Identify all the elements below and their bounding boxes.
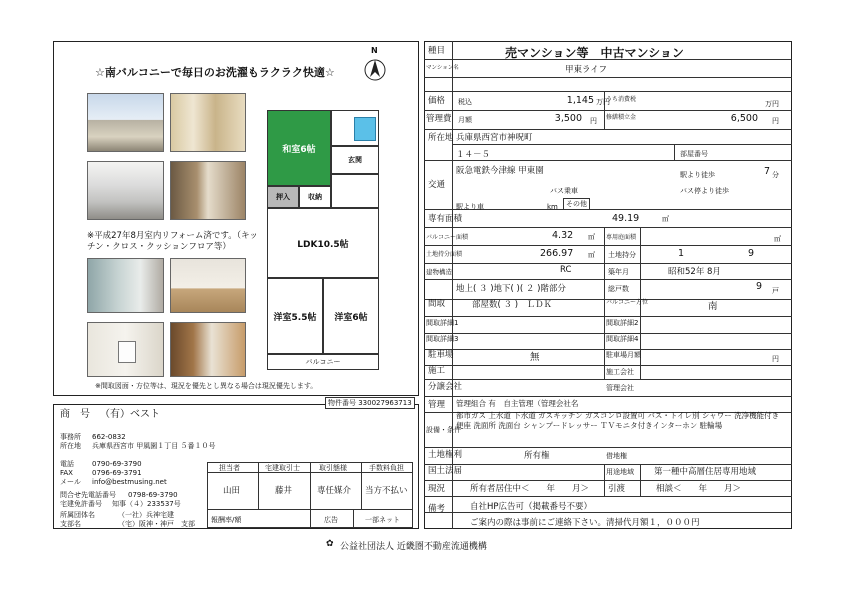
- parking: 無: [530, 352, 540, 363]
- sales-co-label: 分譲会社: [428, 382, 463, 392]
- western-room-photo: [170, 258, 246, 313]
- assoc-label: 所属団体名: [60, 511, 95, 519]
- area-unit: ㎡: [662, 215, 669, 223]
- remarks-fee-label: 報酬率/額: [211, 516, 242, 524]
- car-label: 駅より車: [456, 203, 484, 211]
- footer: 公益社団法人 近畿圏不動産流通機構: [340, 542, 487, 552]
- zoning-label: 用途地域: [606, 468, 634, 476]
- room-balcony: バルコニー: [267, 354, 379, 370]
- office-label: 事務所: [60, 433, 81, 441]
- share-numerator: 1: [678, 248, 685, 259]
- direction-label: バルコニー方位: [606, 299, 649, 306]
- photo-caption: ※間取図面・方位等は、現況を優先とし異なる場合は現況優先します。: [95, 382, 318, 390]
- share-label: 土地持分: [608, 251, 636, 259]
- built-label: 築年月: [608, 268, 629, 276]
- handover-label: 引渡: [608, 484, 626, 494]
- type-label: 種目: [428, 46, 446, 56]
- repair-label: 修繕積立金: [606, 114, 637, 121]
- parking-yen: 円: [772, 355, 779, 363]
- garden-area-unit: ㎡: [774, 235, 781, 243]
- broker-name: 藤井: [275, 486, 293, 496]
- footer-logo-icon: ✿: [326, 539, 334, 549]
- company-tel: 0790-69-3790: [92, 460, 142, 468]
- parking-fee-label: 駐車場月額: [606, 351, 641, 359]
- room-yoshitsu1: 洋室5.5帖: [267, 278, 323, 354]
- reform-note: ※平成27年8月室内リフォーム済です。（キッチン・クロス・クッションフロア等）: [87, 231, 258, 252]
- price-value: 1,145: [566, 95, 594, 106]
- room-yoshitsu2: 洋室6帖: [323, 278, 379, 354]
- other-transport-label: その他: [563, 198, 590, 210]
- room-number-label: 部屋番号: [680, 150, 708, 158]
- repair-fee: 6,500: [730, 113, 758, 124]
- room-oshiire: 押入: [267, 186, 299, 208]
- agent-name: 山田: [223, 486, 241, 496]
- exterior-photo: [87, 93, 164, 152]
- ref-tel: 0798-69-3790: [128, 491, 178, 499]
- hallway-photo: [170, 322, 246, 377]
- structure: RC: [560, 265, 572, 275]
- branch-name: （宅）阪神・神戸 支部: [118, 520, 195, 528]
- mgmt-sub: 月額: [458, 116, 472, 124]
- mgmt-fee: 3,500: [554, 113, 582, 124]
- intercom-photo: [87, 322, 164, 377]
- floorplan: [262, 96, 384, 376]
- company-mail[interactable]: info@bestmusing.net: [92, 478, 167, 486]
- area-label: 専有面積: [428, 214, 463, 224]
- mail-label: メール: [60, 478, 81, 486]
- headline: ☆南バルコニーで毎日のお洗濯もラクラク快適☆: [95, 66, 335, 79]
- assoc-name: （一社）兵神宅建: [118, 511, 174, 519]
- tax-label: うち消費税: [606, 96, 637, 103]
- ref-tel-label: 問合せ先電話番号: [60, 491, 116, 499]
- current-status: 所有者居住中＜ 年 月＞: [470, 484, 590, 494]
- lease-label: 借地権: [606, 452, 627, 460]
- garden-area-label: 専用庭面積: [606, 234, 637, 241]
- share-denominator: 9: [748, 248, 755, 259]
- builder-co-label: 施工会社: [606, 368, 634, 376]
- deal-type: 専任媒介: [317, 486, 352, 496]
- washitsu-photo: [170, 93, 246, 152]
- facilities: 都市ガス 上水道 下水道 ガスキッチン ガスコンロ設置可 バス・トイレ別 シャワー 洗浄機能付き便座 洗面所 洗面台 シャンプードレッサー ＴＶモニタ付きインターホン 駐輪場: [456, 411, 780, 430]
- ad-value: 一部ネット: [365, 516, 400, 524]
- bus-walk-label: バス停より徒歩: [680, 187, 729, 195]
- balcony-photo: [87, 258, 164, 313]
- bathtub-icon: [354, 117, 376, 141]
- station: 阪急電鉄今津線 甲東園: [456, 166, 544, 176]
- room-ldk: LDK10.5帖: [267, 208, 379, 278]
- mgmt-yen: 円: [590, 117, 597, 125]
- layout: 部屋数( ３ ) ＬＤＫ: [472, 300, 553, 310]
- km-unit: km: [547, 203, 558, 211]
- facilities-label: 設備・条件: [426, 426, 461, 434]
- built-date: 昭和52年 8月: [668, 267, 721, 277]
- units-unit: 戸: [772, 287, 779, 295]
- branch-label: 支部名: [60, 520, 81, 528]
- mgmt-label: 管理費: [426, 114, 452, 124]
- fax-label: FAX: [60, 469, 73, 477]
- units-label: 総戸数: [608, 285, 629, 293]
- fee-terms: 当方不払い: [365, 486, 408, 496]
- transport-label: 交通: [428, 180, 446, 190]
- address-label: 所在地: [60, 442, 81, 450]
- repair-yen: 円: [772, 117, 779, 125]
- balcony-area-label: バルコニー面積: [426, 234, 469, 241]
- price-label: 価格: [428, 96, 446, 106]
- remarks-label: 備考: [428, 504, 446, 514]
- tax-unit: 万円: [765, 100, 779, 108]
- company-address: 兵庫県西宮市 甲風園１丁目 ５番１０号: [92, 442, 216, 450]
- property-type: 売マンション等 中古マンション: [505, 46, 684, 60]
- struct-label: 建物構造: [426, 268, 452, 276]
- land-label: 土地持分面積: [426, 251, 463, 258]
- land-area: 266.97: [540, 248, 574, 259]
- detail3-label: 間取詳細3: [426, 335, 459, 343]
- price-unit: 万円: [596, 98, 610, 106]
- license-label: 宅建免許番号: [60, 500, 102, 508]
- location-label: 所在地: [428, 133, 454, 143]
- header-fee: 手数料負担: [369, 464, 404, 472]
- bus-label: バス乗車: [550, 187, 578, 195]
- walk-label: 駅より徒歩: [680, 171, 715, 179]
- kitchen-photo: [87, 161, 164, 220]
- walk-unit: 分: [772, 171, 779, 179]
- balcony-area: 4.32: [552, 230, 574, 241]
- law-label: 国土法届: [428, 466, 463, 476]
- ad-label: 広告: [324, 516, 338, 524]
- header-broker: 宅建取引士: [265, 464, 300, 472]
- mgmt-co-label: 管理会社: [606, 384, 634, 392]
- living-photo: [170, 161, 246, 220]
- land-area-unit: ㎡: [588, 251, 595, 259]
- property-address-2: １４－５: [456, 150, 491, 160]
- mansion-name: 甲東ライフ: [565, 65, 607, 75]
- parking-label: 駐車場: [428, 350, 454, 360]
- land-rights: 所有権: [524, 451, 550, 461]
- property-number: 物件番号 330027963713: [325, 397, 415, 409]
- detail1-label: 間取詳細1: [426, 319, 459, 327]
- total-units: 9: [756, 281, 763, 292]
- mgmt-form: 管理組合 有 自主管理（管理会社名: [456, 399, 579, 408]
- room-closet: 収納: [299, 186, 331, 208]
- price-sub: 税込: [458, 98, 472, 106]
- mgmt-form-label: 管理: [428, 400, 446, 410]
- builder-label: 施工: [428, 366, 446, 376]
- compass-label: N: [371, 46, 378, 55]
- room-bath: [331, 110, 379, 146]
- walk-minutes: 7: [764, 166, 771, 177]
- intercom-device: [118, 341, 136, 363]
- remarks-2: ご案内の際は事前にご連絡下さい。清掃代月額１，０００円: [470, 518, 700, 528]
- office-postal: 662-0832: [92, 433, 126, 441]
- contact-table: [207, 462, 413, 528]
- detail4-label: 間取詳細4: [606, 335, 639, 343]
- room-entrance: 玄関: [331, 146, 379, 174]
- tel-label: 電話: [60, 460, 74, 468]
- layout-label: 間取: [428, 299, 446, 309]
- current-label: 現況: [428, 484, 446, 494]
- detail2-label: 間取詳細2: [606, 319, 639, 327]
- trade-label: 商号: [60, 409, 100, 420]
- license-number: 知事（４）233537号: [112, 500, 181, 508]
- header-agent: 担当者: [219, 464, 240, 472]
- property-address: 兵庫県西宮市神呪町: [456, 133, 533, 143]
- balcony-area-unit: ㎡: [588, 233, 595, 241]
- zoning: 第一種中高層住居専用地域: [654, 467, 757, 477]
- room-toilet: [331, 174, 379, 208]
- direction: 南: [708, 301, 718, 312]
- rights-label: 土地権利: [428, 450, 463, 460]
- name-label: マンション名: [426, 65, 459, 71]
- header-deal: 取引態様: [319, 464, 347, 472]
- floors: 地上( ３ )地下( )( ２ )階部分: [456, 284, 566, 294]
- room-washitsu: 和室6帖: [267, 110, 331, 186]
- handover: 相談＜ 年 月＞: [656, 484, 742, 494]
- trade-name: （有）ベスト: [100, 409, 160, 420]
- remarks: 自社HP広告可（掲載番号不要）: [470, 502, 593, 512]
- company-fax: 0796-69-3791: [92, 469, 142, 477]
- area-value: 49.19: [612, 213, 640, 224]
